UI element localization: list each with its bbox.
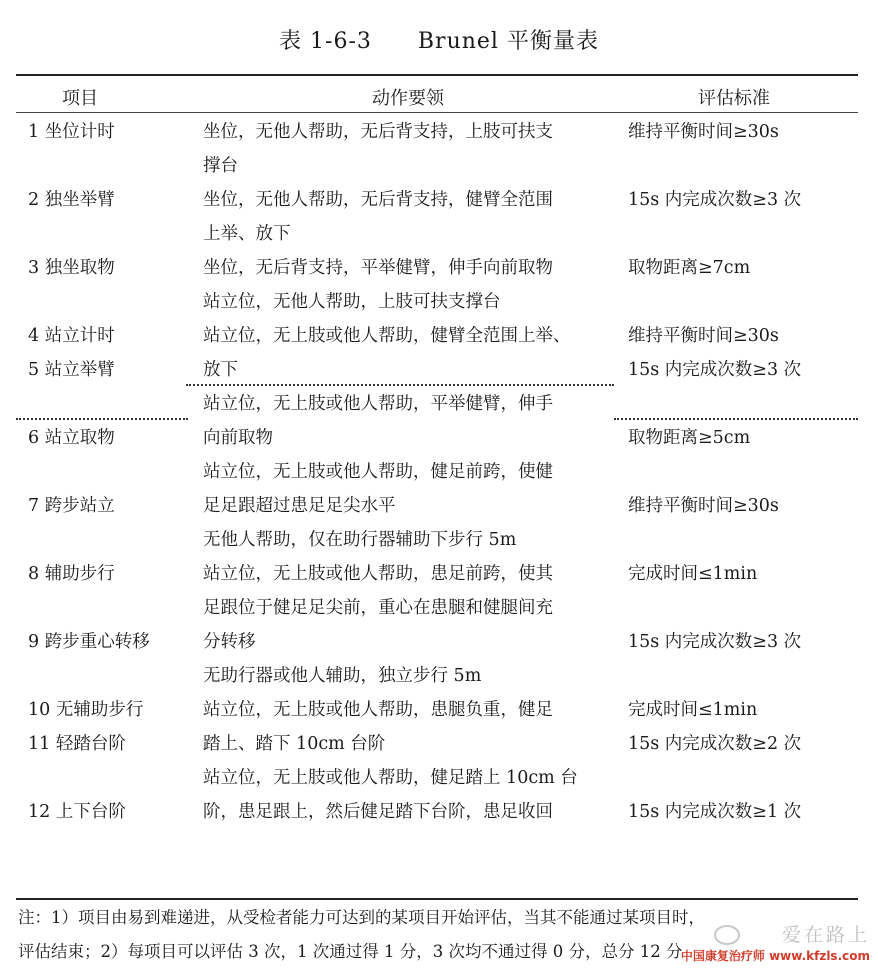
item-cell: 7 跨步站立	[28, 496, 115, 516]
action-line: 站立位，无上肢或他人帮助，健臂全范围上举、	[203, 326, 571, 346]
dotted-separator	[614, 418, 858, 420]
table-bottom-rule	[16, 898, 858, 900]
standard-cell: 15s 内完成次数≥3 次	[628, 360, 802, 380]
item-cell: 3 独坐取物	[28, 258, 115, 278]
standard-cell: 完成时间≤1min	[628, 564, 758, 584]
action-line: 阶，患足跟上，然后健足踏下台阶，患足收回	[203, 802, 553, 822]
action-line: 踏上、踏下 10cm 台阶	[203, 734, 386, 754]
item-cell: 12 上下台阶	[28, 802, 126, 822]
header-item: 项目	[62, 88, 98, 109]
action-line: 坐位，无他人帮助，无后背支持，健臂全范围	[203, 190, 553, 210]
item-cell: 1 坐位计时	[28, 122, 115, 142]
watermark-text: 爱在路上	[781, 924, 870, 946]
action-line: 分转移	[203, 632, 256, 652]
footnote-line: 评估结束；2）每项目可以评估 3 次，1 次通过得 1 分，3 次均不通过得 0 分，总分 12 分	[18, 942, 683, 961]
header-rule	[16, 112, 858, 113]
standard-cell: 取物距离≥7cm	[628, 258, 751, 278]
standard-cell: 取物距离≥5cm	[628, 428, 751, 448]
action-line: 足足跟超过患足足尖水平	[203, 496, 396, 516]
standard-cell: 15s 内完成次数≥2 次	[628, 734, 802, 754]
item-cell: 5 站立举臂	[28, 360, 115, 380]
item-cell: 4 站立计时	[28, 326, 115, 346]
table-title: 表 1-6-3 Brunel 平衡量表	[279, 29, 599, 54]
action-line: 站立位，无上肢或他人帮助，患腿负重，健足	[203, 700, 553, 720]
dotted-separator	[186, 384, 614, 386]
watermark-site: 中国康复治疗师 www.kfzls.com	[680, 949, 870, 963]
action-line: 站立位，无上肢或他人帮助，健足踏上 10cm 台	[203, 768, 578, 788]
watermark	[681, 920, 870, 964]
dotted-separator	[16, 418, 188, 420]
action-line: 向前取物	[203, 428, 273, 448]
action-line: 坐位，无他人帮助，无后背支持，上肢可扶支	[203, 122, 553, 142]
item-cell: 8 辅助步行	[28, 564, 115, 584]
action-line: 站立位，无上肢或他人帮助，健足前跨，使健	[203, 462, 553, 482]
action-line: 上举、放下	[203, 224, 291, 244]
standard-cell: 维持平衡时间≥30s	[628, 122, 779, 142]
action-line: 无他人帮助，仅在助行器辅助下步行 5m	[203, 530, 517, 550]
header-standard: 评估标准	[698, 88, 770, 109]
footnote-line: 注：1）项目由易到难递进，从受检者能力可达到的某项目开始评估，当其不能通过某项目时，	[18, 908, 705, 927]
item-cell: 11 轻踏台阶	[28, 734, 126, 754]
standard-cell: 15s 内完成次数≥3 次	[628, 190, 802, 210]
header-action: 动作要领	[372, 88, 444, 109]
action-line: 足跟位于健足足尖前，重心在患腿和健腿间充	[203, 598, 553, 618]
action-line: 坐位，无后背支持，平举健臂，伸手向前取物	[203, 258, 553, 278]
standard-cell: 15s 内完成次数≥1 次	[628, 802, 802, 822]
standard-cell: 完成时间≤1min	[628, 700, 758, 720]
standard-cell: 15s 内完成次数≥3 次	[628, 632, 802, 652]
action-line: 无助行器或他人辅助，独立步行 5m	[203, 666, 482, 686]
standard-cell: 维持平衡时间≥30s	[628, 496, 779, 516]
action-line: 站立位，无他人帮助，上肢可扶支撑台	[203, 292, 501, 312]
table-top-rule	[16, 74, 858, 76]
action-line: 站立位，无上肢或他人帮助，平举健臂，伸手	[203, 394, 553, 414]
action-line: 放下	[203, 360, 238, 380]
action-line: 站立位，无上肢或他人帮助，患足前跨，使其	[203, 564, 553, 584]
item-cell: 9 跨步重心转移	[28, 632, 150, 652]
item-cell: 2 独坐举臂	[28, 190, 115, 210]
item-cell: 6 站立取物	[28, 428, 115, 448]
action-line: 撑台	[203, 156, 238, 176]
item-cell: 10 无辅助步行	[28, 700, 144, 720]
standard-cell: 维持平衡时间≥30s	[628, 326, 779, 346]
